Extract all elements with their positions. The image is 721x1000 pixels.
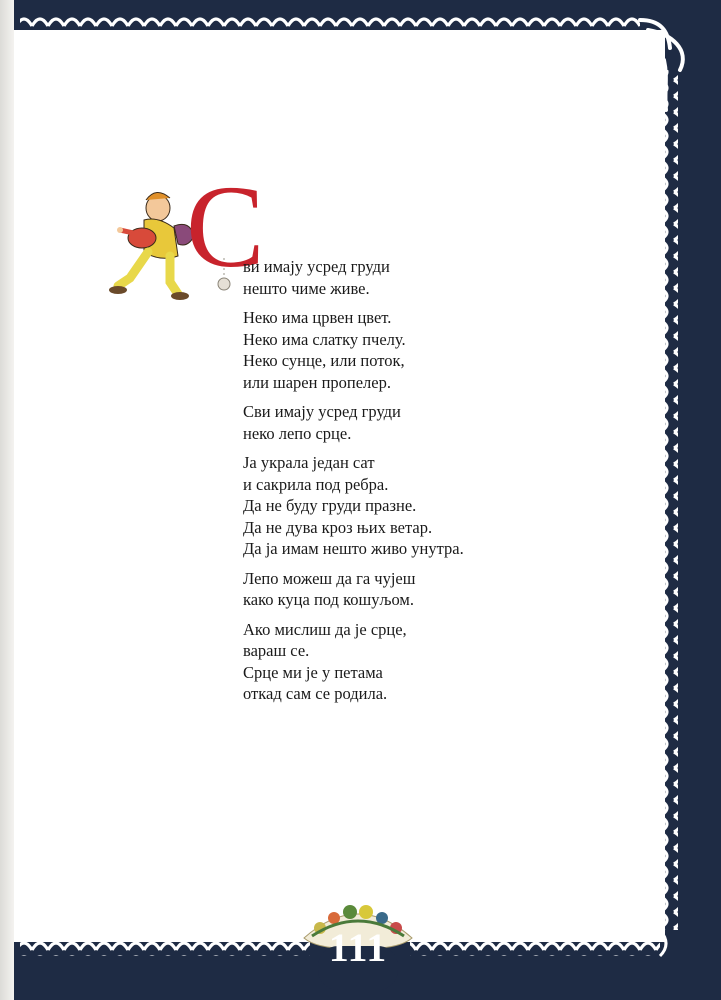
poem-line: Ја украла један сат [243, 453, 375, 472]
stanza [243, 568, 543, 611]
poem-line: Срце ми је у петама [243, 662, 383, 682]
poem-line: Лепо можеш да га чујеш [243, 568, 416, 588]
poem-line: Да не буду груди празне. [243, 496, 417, 515]
poem-line: Да не дува кроз њих ветар. [243, 517, 433, 537]
poem-line: Ако мислиш да је срце, [243, 619, 407, 639]
stanza [243, 401, 543, 444]
poem-line: вараш се. [243, 641, 310, 660]
page-gutter [0, 0, 14, 1000]
poem-line: неко лепо срце. [243, 423, 352, 443]
page-number: 111 [328, 925, 388, 970]
poem [243, 256, 543, 713]
poem-line: откад сам се родила. [243, 684, 388, 703]
poem-line: Да ја имам нешто живо унутра. [243, 539, 464, 558]
poem-line: Неко сунце, или поток, [243, 351, 405, 370]
poem-line: Неко има црвен цвет. [243, 308, 392, 327]
stanza [243, 619, 543, 705]
poem-line: како куца под кошуљом. [243, 590, 414, 609]
poem-line: нешто чиме живе. [243, 278, 370, 298]
stanza [243, 256, 543, 299]
poem-line: Неко има слатку пчелу. [243, 329, 406, 349]
stanza [243, 452, 543, 560]
poem-line: или шарен пропелер. [243, 372, 391, 392]
drop-cap: С [186, 161, 265, 292]
poem-line: и сакрила под ребра. [243, 474, 389, 494]
poem-line: Сви имају усред груди [243, 402, 401, 421]
stanza [243, 307, 543, 393]
poem-line: ви имају усред груди [243, 257, 390, 276]
